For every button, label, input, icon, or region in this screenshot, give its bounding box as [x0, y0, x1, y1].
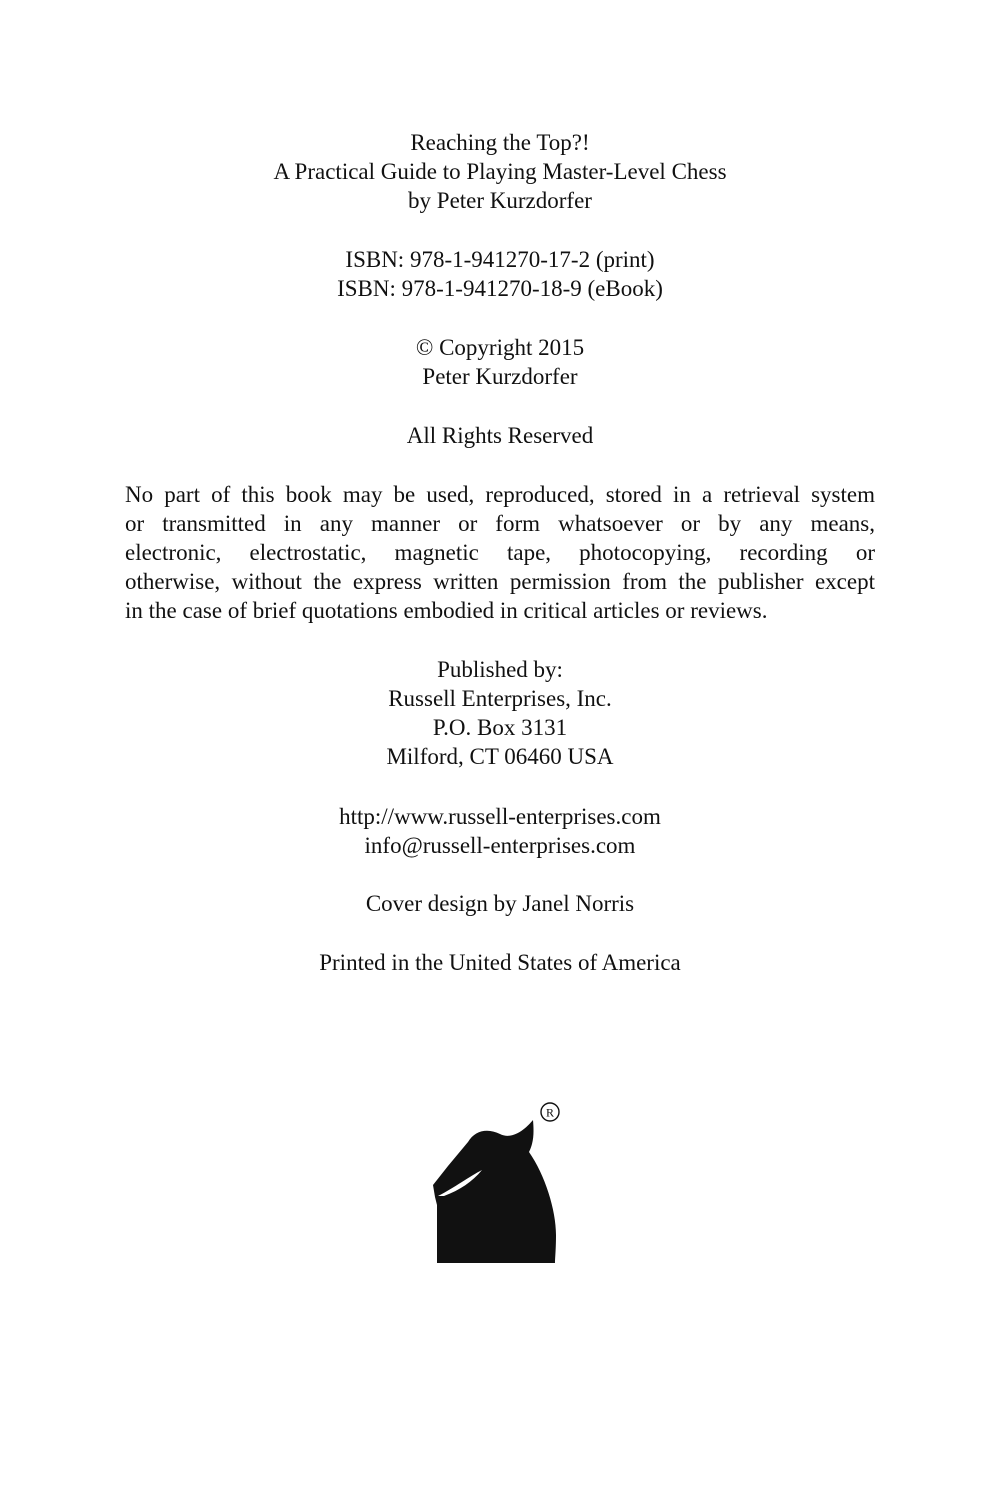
notice-line: or transmitted in any manner or form whatsoever or by any means,	[125, 511, 875, 536]
legal-notice	[125, 480, 875, 625]
isbn-block	[0, 245, 1000, 303]
title-block	[0, 128, 1000, 215]
isbn-ebook: ISBN: 978-1-941270-18-9 (eBook)	[337, 276, 663, 301]
published-by-label: Published by:	[437, 657, 563, 682]
book-title: Reaching the Top?!	[410, 130, 590, 155]
notice-line: electronic, electrostatic, magnetic tape, photocopying, recording or	[125, 540, 875, 565]
isbn-print: ISBN: 978-1-941270-17-2 (print)	[345, 247, 655, 272]
book-subtitle: A Practical Guide to Playing Master-Level Chess	[273, 159, 727, 184]
notice-line: No part of this book may be used, reproduced, stored in a retrieval system	[125, 482, 875, 507]
publisher-block	[0, 655, 1000, 771]
publisher-address-2: Milford, CT 06460 USA	[386, 744, 614, 769]
rights-reserved: All Rights Reserved	[406, 423, 594, 448]
printed-in: Printed in the United States of America	[319, 950, 681, 975]
cover-credit-block	[0, 889, 1000, 918]
registered-letter: R	[545, 1105, 555, 1120]
contact-block	[0, 802, 1000, 860]
publisher-email: info@russell-enterprises.com	[364, 833, 636, 858]
copyright-holder: Peter Kurzdorfer	[422, 364, 578, 389]
copyright-year: © Copyright 2015	[415, 335, 585, 360]
author-line: by Peter Kurzdorfer	[408, 188, 592, 213]
copyright-block	[0, 333, 1000, 391]
notice-line: otherwise, without the express written permission from the publisher except	[125, 569, 875, 594]
publisher-name: Russell Enterprises, Inc.	[388, 686, 612, 711]
printed-block	[0, 948, 1000, 977]
notice-line: in the case of brief quotations embodied in critical articles or reviews.	[125, 598, 768, 623]
cover-credit: Cover design by Janel Norris	[365, 891, 635, 916]
chess-knight-logo-icon	[430, 1100, 570, 1265]
rights-block	[0, 421, 1000, 450]
publisher-website: http://www.russell-enterprises.com	[339, 804, 661, 829]
publisher-address-1: P.O. Box 3131	[432, 715, 568, 740]
